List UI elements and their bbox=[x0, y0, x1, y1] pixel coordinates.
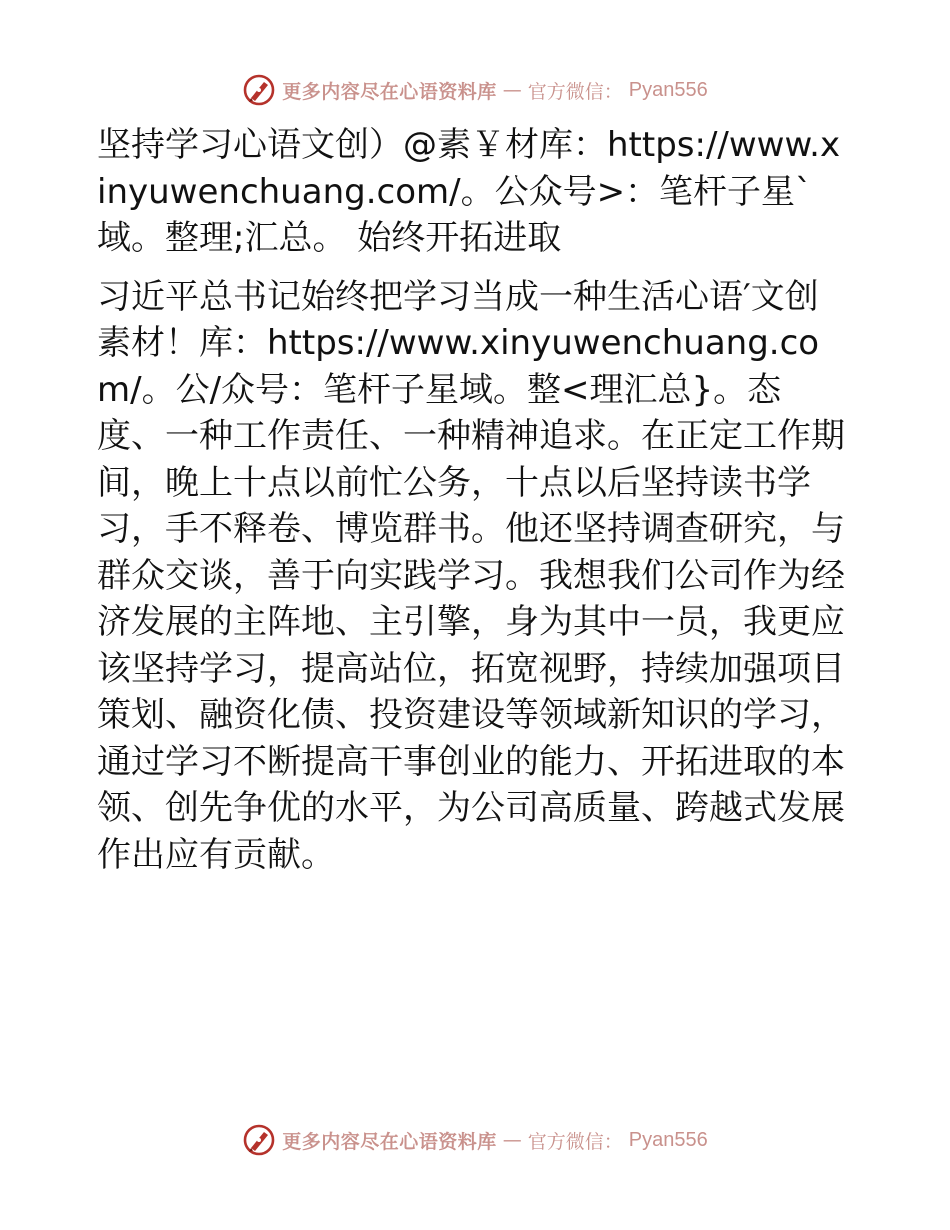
footer-banner bbox=[0, 1120, 950, 1160]
header-banner-content bbox=[242, 73, 708, 107]
banner-wechat-label: 官方微信： bbox=[527, 80, 623, 103]
banner-wechat-id: Pyan556 bbox=[628, 1128, 708, 1151]
paragraph-1: 坚持学习心语文创）@素￥材库：https://www.xinyuwenchuang.com/。公众号>：笔杆子星`域。整理;汇总。 始终开拓进取 bbox=[97, 125, 841, 258]
document-body bbox=[97, 122, 849, 878]
banner-wechat-label: 官方微信： bbox=[527, 1130, 623, 1153]
banner-title: 更多内容尽在心语资料库 bbox=[282, 1130, 497, 1153]
paragraph-2: 习近平总书记始终把学习当成一种生活心语′文创素材！库：https://www.xinyuwenchuang.com/。公/众号：笔杆子星域。整<理汇总}。态度、一种工作责任、一种精神追求。在正定工作期间，晚上十点以前忙公务，十点以后坚持读书学习，手不释卷、博览群书。他还坚持调查研究，与群众交谈，善于向实践学习。我想我们公司作为经济发展的主阵地、主引擎，身为其中一员，我更应该坚持学习，提高站位，拓宽视野，持续加强项目策划、融资化债、投资建设等领域新知识的学习，通过学习不断提高干事创业的能力、开拓进取的本领、创先争优的水平，为公司高质量、跨越式发展作出应有贡献。 bbox=[97, 276, 845, 875]
header-banner bbox=[0, 70, 950, 110]
banner-title: 更多内容尽在心语资料库 bbox=[282, 80, 497, 103]
footer-banner-content bbox=[242, 1123, 708, 1157]
pen-logo-icon bbox=[242, 1123, 276, 1157]
pen-logo-icon bbox=[242, 73, 276, 107]
banner-wechat-id: Pyan556 bbox=[628, 78, 708, 101]
banner-separator: — bbox=[502, 79, 522, 101]
banner-separator: — bbox=[502, 1129, 522, 1151]
